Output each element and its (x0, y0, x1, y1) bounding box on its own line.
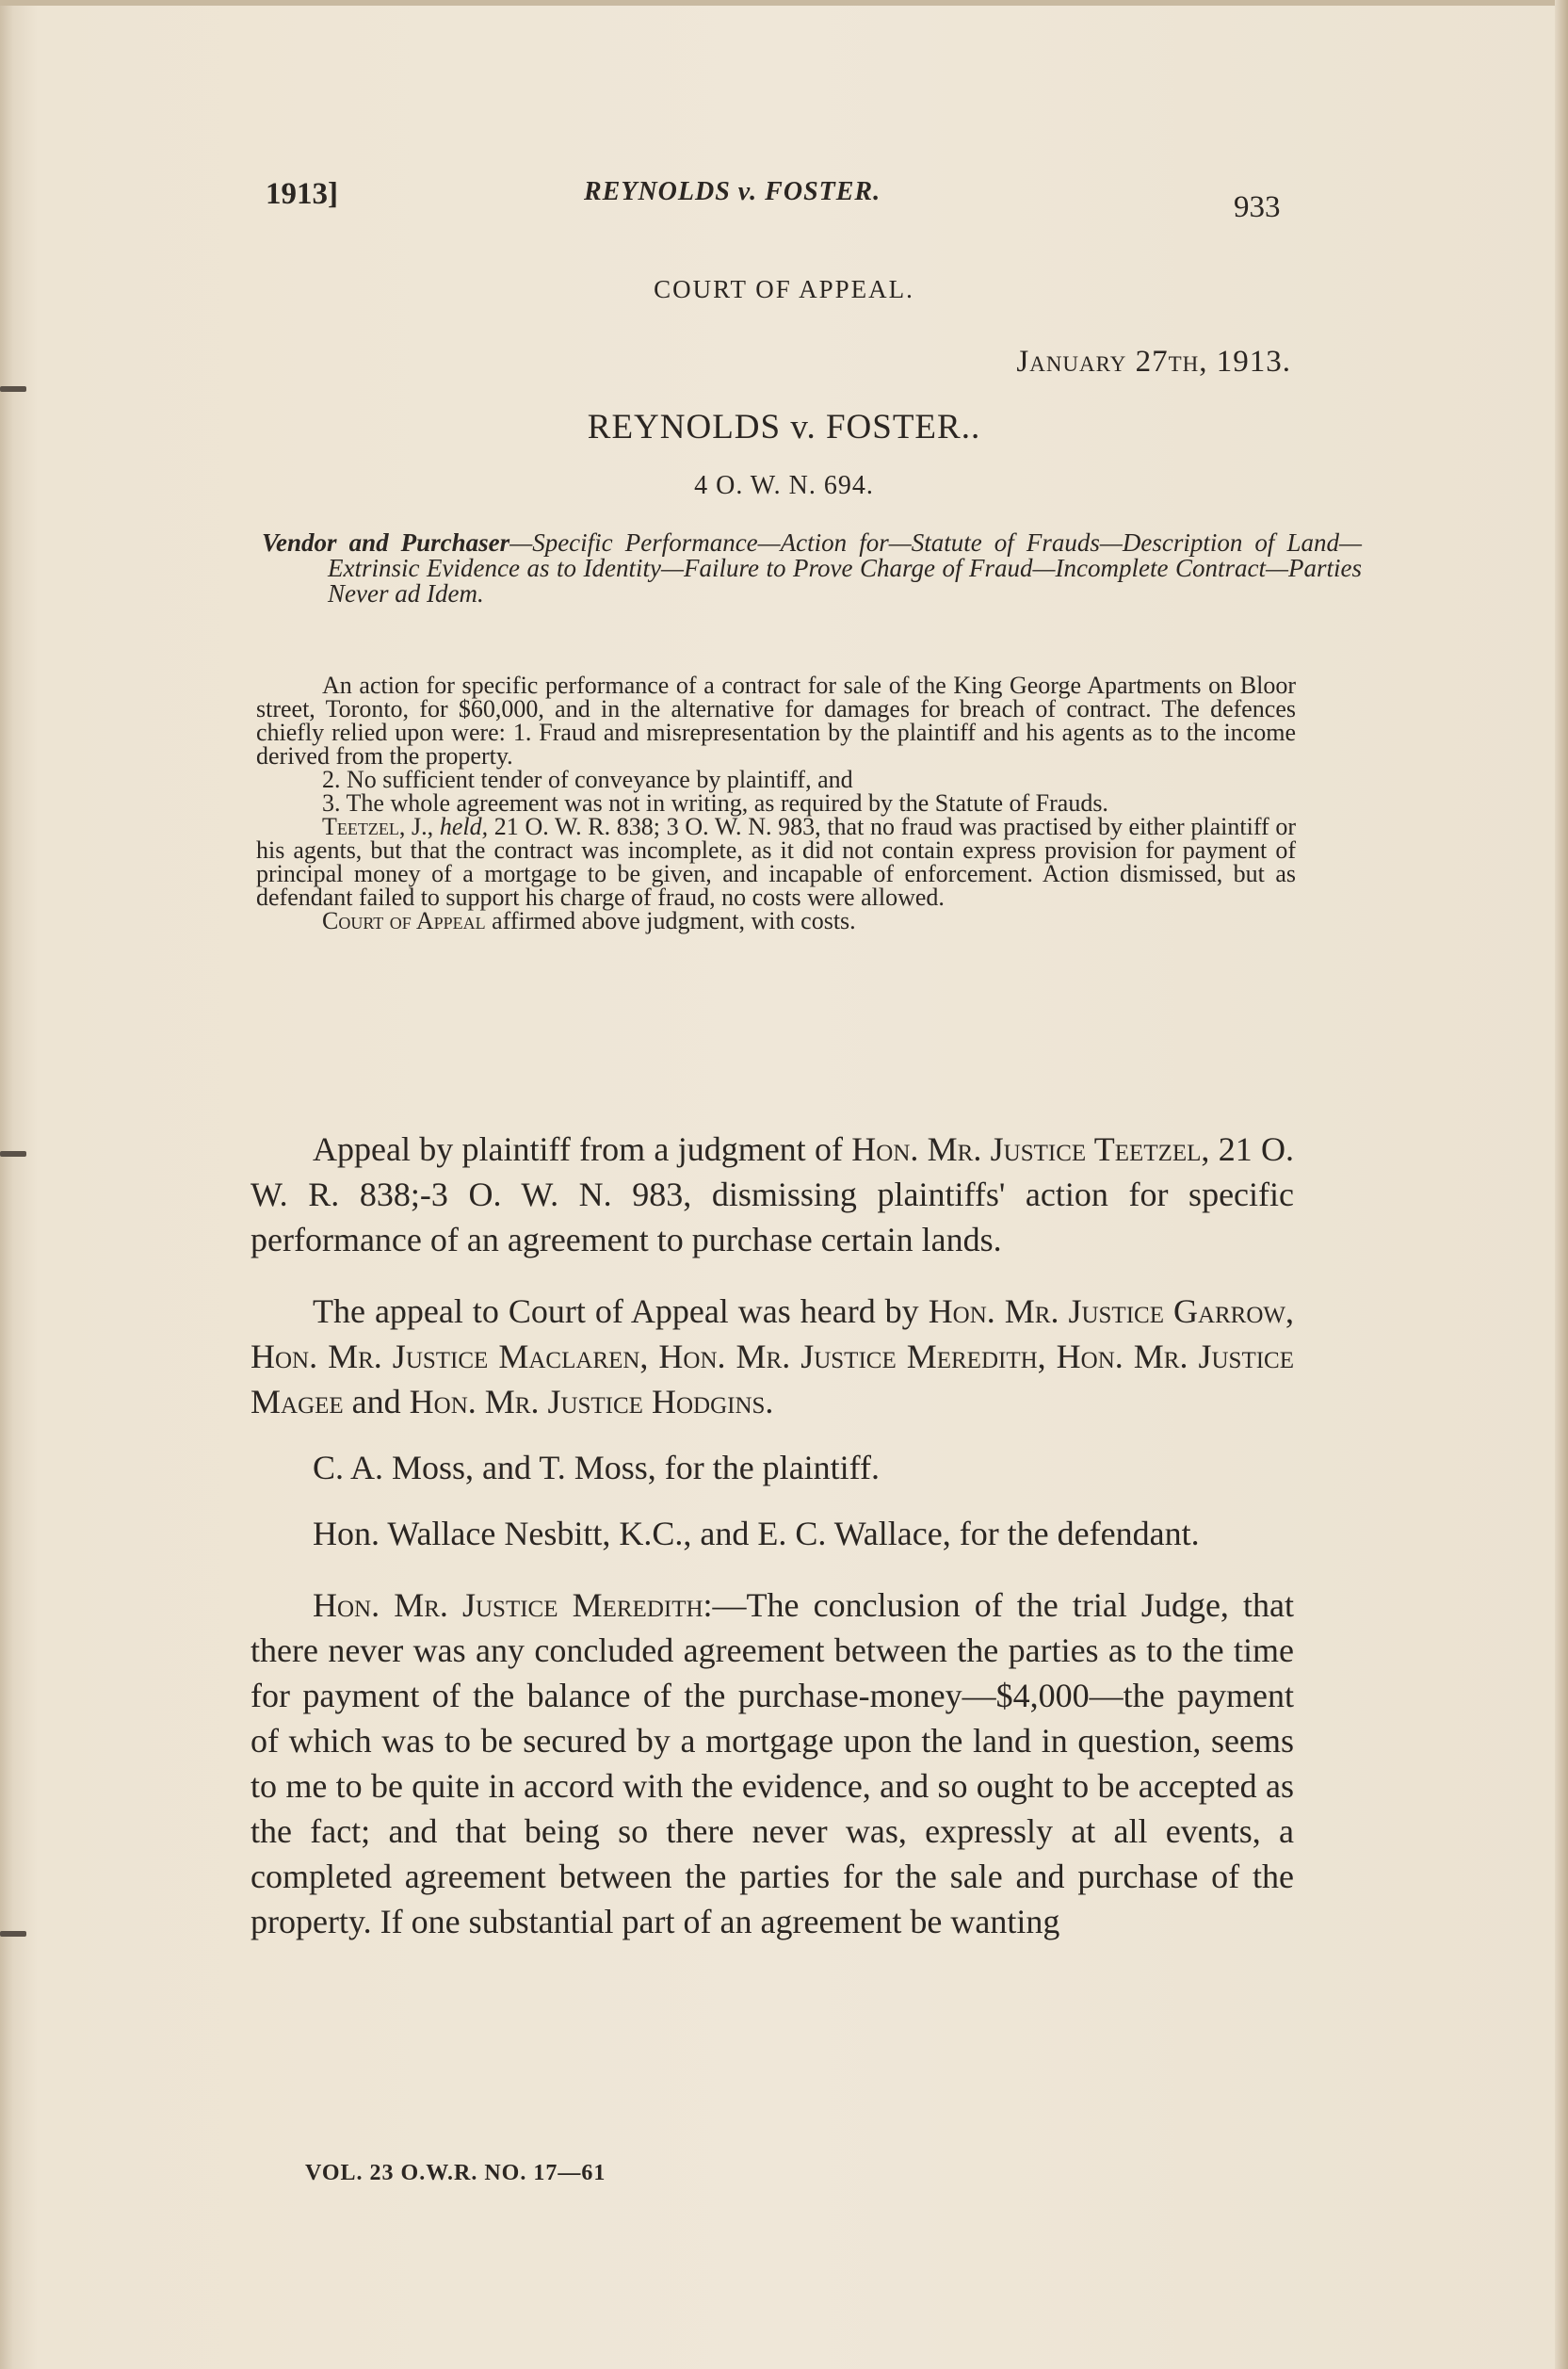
binding-mark (0, 386, 26, 392)
headnote-paragraph (256, 815, 1296, 909)
running-title: REYNOLDS v. FOSTER. (584, 177, 881, 206)
court-name: COURT OF APPEAL. (654, 275, 914, 303)
headnote-paragraph: 3. The whole agreement was not in writing, as required by the Statute of Frauds. (322, 789, 1108, 817)
body-text: and (351, 1383, 401, 1420)
page-top-edge (0, 0, 1568, 6)
judge-name: Hon. Mr. Justice Hodgins. (409, 1383, 774, 1420)
body-paragraph (251, 1127, 1294, 1262)
volume-footer: VOL. 23 O.W.R. NO. 17—61 (305, 2161, 606, 2185)
body-paragraph (251, 1582, 1294, 1944)
header-year: 1913] (266, 177, 338, 211)
court-ref: Court of Appeal (322, 907, 486, 934)
case-title: REYNOLDS v. FOSTER.. (587, 408, 981, 446)
judge-name: Teetzel, J., (322, 813, 434, 840)
counsel-defendant: Hon. Wallace Nesbitt, K.C., and E. C. Wallace, for the defendant. (313, 1515, 1200, 1552)
page-number: 933 (1234, 190, 1281, 224)
catchwords-rest: —Specific Performance—Action for—Statute of Frauds—Description of Land—Extrinsic Evidence as to Identity—Failure to Prove Charge of Fraud—Incomplete Contract—Parties Never ad Idem. (328, 528, 1362, 608)
running-header (0, 177, 1568, 234)
body-paragraph (251, 1289, 1294, 1424)
binding-mark (0, 1151, 26, 1157)
counsel-plaintiff: C. A. Moss, and T. Moss, for the plaintiff. (313, 1449, 880, 1486)
judgment-body (251, 1127, 1294, 1944)
judge-name: Hon. Mr. Justice Teetzel, (851, 1130, 1210, 1168)
body-text: 21 O. W. R. 838;-3 O. W. N. 983, dismissing plaintiffs' action for specific performance of an agreement to purchase certain lands. (251, 1130, 1295, 1258)
body-text: —The conclusion of the trial Judge, that there never was any concluded agreement between the parties as to the time for payment of the balance of the purchase-money—$4,000—the payment of which was to be secured by a mortgage upon the land in question, seems to me to be quite in accord with the evidence, and so ought to be accepted as the fact; and that being so there never was, expressly at all events, a completed agreement between the parties for the sale and purchase of the property. If one substantial part of an agreement be wanting (251, 1586, 1295, 1940)
body-text: Appeal by plaintiff from a judgment of (313, 1130, 843, 1168)
headnote-text: affirmed above judgment, with costs. (492, 907, 856, 934)
headnote-paragraph: 2. No sufficient tender of conveyance by plaintiff, and (322, 766, 853, 793)
judge-name: Hon. Mr. Justice Meredith: (313, 1586, 713, 1624)
binding-mark (0, 1931, 26, 1937)
page-right-edge (1555, 0, 1568, 2369)
headnote-paragraph (256, 909, 1296, 933)
body-text: The appeal to Court of Appeal was heard by (313, 1292, 919, 1330)
held-word: held, (439, 813, 489, 840)
case-citation: 4 O. W. N. 694. (694, 471, 874, 500)
decision-date: January 27th, 1913. (1016, 345, 1291, 379)
catchwords (262, 530, 1362, 607)
catchwords-lead: Vendor and Purchaser (262, 528, 510, 557)
headnote-text: 21 O. W. R. 838; 3 O. W. N. 983, that no fraud was practised by either plaintiff or his agents, but that the contract was incomplete, as it did not contain express provision for payment of principal money of a mortgage to be given, and incapable of enforcement. Action dismissed, but as defendant failed to support his charge of fraud, no costs were allowed. (256, 813, 1297, 911)
judges-list: Hon. Mr. Justice Garrow, Hon. Mr. Justice Maclaren, Hon. Mr. Justice Meredith, Hon. Mr. Justice Magee (251, 1292, 1294, 1420)
headnote-paragraph: An action for specific performance of a contract for sale of the King George Apartments on Bloor street, Toronto, for $60,000, and in the alternative for damages for breach of contract. The defences chiefly relied upon were: 1. Fraud and misrepresentation by the plaintiff and his agents as to the income derived from the property. (256, 672, 1296, 770)
headnote (256, 673, 1296, 933)
